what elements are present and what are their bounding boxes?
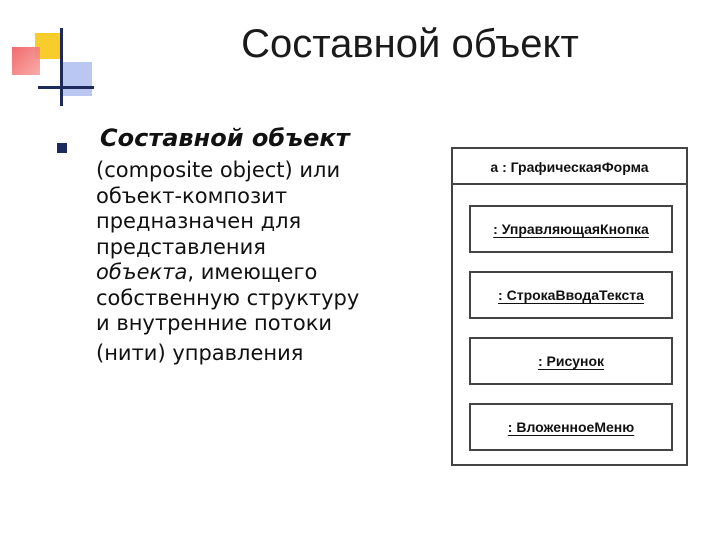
italic-term: объекта [96, 260, 188, 284]
logo-vertical-line [60, 28, 63, 106]
logo-horizontal-line [38, 86, 94, 89]
part-object-box [469, 403, 673, 451]
part-object-box [469, 271, 673, 319]
part-object-box [469, 205, 673, 253]
logo-red-square [12, 47, 40, 75]
bullet-line: предназначен для [96, 209, 302, 233]
bullet-line: и внутренние потоки [96, 311, 333, 335]
part-object-label: : Рисунок [537, 353, 605, 369]
bullet-line: собственную структуру [96, 285, 360, 310]
part-object-label: : ВложенноеМеню [507, 419, 635, 435]
bullet-line: (нити) управления [96, 340, 304, 365]
bullet-heading: Составной объект [100, 124, 350, 152]
name-compartment-divider [453, 183, 686, 185]
logo-blue-square [62, 62, 92, 96]
bullet-line: объект-композит [96, 183, 288, 208]
part-object-label: : УправляющаяКнопка [493, 221, 649, 237]
bullet-line-rest: , имеющего [187, 260, 318, 284]
slide-title: Составной объект [241, 22, 579, 66]
part-object-box [469, 337, 673, 385]
bullet-line: представления [96, 234, 266, 259]
bullet-square-icon [57, 143, 67, 153]
bullet-line: (composite object) или [96, 158, 341, 182]
bullet-line [96, 260, 426, 286]
composite-object-box [451, 147, 688, 466]
part-object-label: : СтрокаВводаТекста [498, 287, 644, 303]
bullet-text [96, 158, 426, 366]
template-logo [0, 0, 110, 120]
composite-object-name: a : ГрафическаяФорма [490, 159, 649, 175]
